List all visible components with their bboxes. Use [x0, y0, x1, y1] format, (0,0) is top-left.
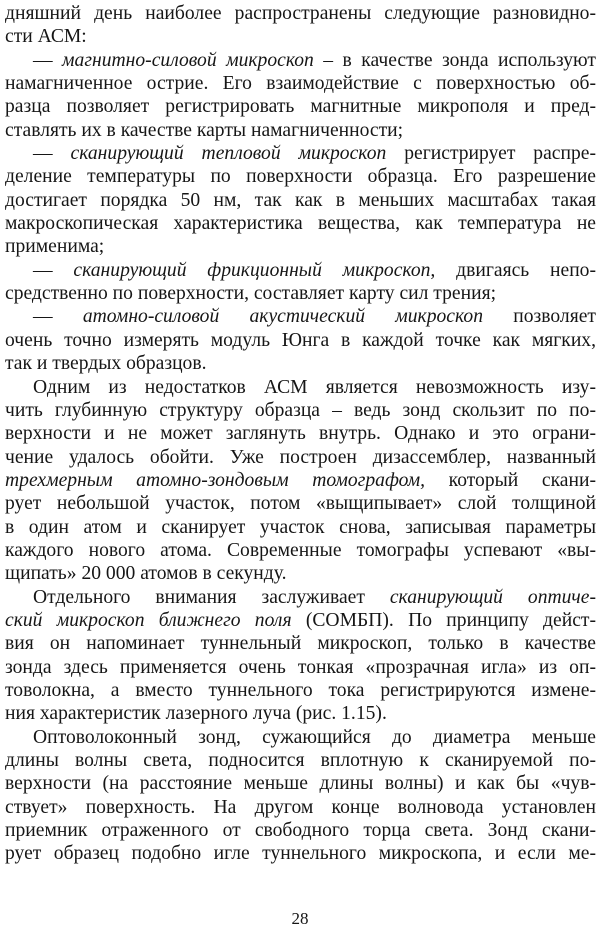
text-line [5, 819, 596, 842]
text-line [5, 376, 596, 399]
text-run: рует образец подобно игле туннельного микроскопа, и если ме- [5, 843, 596, 865]
text-run: — [33, 259, 74, 281]
text-line [5, 632, 596, 655]
text-line [5, 516, 596, 539]
page-body [5, 2, 596, 866]
text-run: Оптоволоконный зонд, сужающийся до диаметра меньше [33, 726, 596, 748]
italic-term: магнитно-силовой микроскоп [62, 49, 314, 71]
text-run: применима; [5, 236, 105, 258]
text-line [5, 796, 596, 819]
text-run: ствует» поверхность. На другом конце волновода установлен [5, 796, 596, 818]
text-line [5, 119, 596, 142]
text-run: рует небольшой участок, потом «выщипывает» слой толщиной [5, 493, 596, 515]
text-line [5, 656, 596, 679]
text-line [5, 492, 596, 515]
text-run: — [33, 49, 63, 71]
text-run: ния характеристик лазерного луча (рис. 1.15). [5, 703, 387, 725]
text-run: – в качестве зонда используют [313, 49, 596, 71]
italic-term: ский микроскоп ближнего поля [5, 609, 292, 631]
text-run: регистрирует распре- [386, 143, 596, 165]
text-run: достигает порядка 50 нм, так как в меньших масштабах такая [5, 189, 596, 211]
text-line [5, 212, 596, 235]
italic-term: сканирующий фрикционный микроскоп, [73, 259, 436, 281]
text-run: двигаясь непо- [435, 259, 597, 281]
text-line [5, 352, 596, 375]
text-run: — [33, 306, 83, 328]
text-line [5, 49, 596, 72]
text-line [5, 446, 596, 469]
text-line [5, 586, 596, 609]
text-run: длины волны света, подносится вплотную к сканируемой по- [5, 750, 596, 771]
text-line [5, 259, 596, 282]
text-line [5, 539, 596, 562]
text-line [5, 842, 596, 865]
text-run: намагниченное острие. Его взаимодействие с поверхностью об- [5, 73, 596, 95]
text-line [5, 95, 596, 118]
text-line [5, 305, 596, 328]
italic-term: сканирующий тепловой микроскоп [70, 143, 387, 165]
italic-term: атомно-силовой акустический микроскоп [82, 306, 484, 328]
text-run: дняшний день наиболее распространены следующие разновидно- [5, 3, 596, 24]
text-run: макроскопическая характеристика вещества, как температура не [5, 213, 596, 235]
text-run: верхности и не может заглянуть внутрь. Однако и это ограни- [5, 423, 596, 445]
text-line [5, 772, 596, 795]
text-line [5, 749, 596, 772]
text-run: каждого нового атома. Современные томографы успевают «вы- [5, 539, 596, 561]
text-line [5, 2, 596, 25]
text-run: вия он напоминает туннельный микроскоп, только в качестве [5, 633, 596, 655]
text-run: сти АСМ: [5, 26, 87, 48]
text-run: ставлять их в качестве карты намагниченности; [5, 119, 404, 141]
text-line [5, 562, 596, 585]
italic-term: трехмерным атомно-зондовым томографом, [5, 469, 426, 491]
text-run: приемник отраженного от свободного торца света. Зонд скани- [5, 820, 596, 842]
text-run: позволяет [483, 306, 596, 328]
text-run: разца позволяет регистрировать магнитные микрополя и пред- [5, 96, 596, 118]
text-run: который скани- [425, 469, 596, 491]
text-run: верхности (на расстояние меньше длины волны) и как бы «чув- [5, 773, 596, 795]
text-run: щипать» 20 000 атомов в секунду. [5, 563, 287, 585]
text-line [5, 422, 596, 445]
text-run: зонда здесь применяется очень тонкая «прозрачная игла» из оп- [5, 656, 596, 678]
text-line [5, 329, 596, 352]
text-run: так и твердых образцов. [5, 353, 207, 375]
text-run: деление температуры по поверхности образца. Его разрешение [5, 166, 596, 188]
text-line [5, 679, 596, 702]
text-run: средственно по поверхности, составляет карту сил трения; [5, 283, 497, 305]
text-line [5, 609, 596, 632]
text-line [5, 25, 596, 48]
text-line [5, 142, 596, 165]
text-run: Одним из недостатков АСМ является невозможность изу- [33, 376, 596, 398]
text-run: Отдельного внимания заслуживает [33, 586, 390, 608]
text-run: в один атом и сканирует участок снова, записывая параметры [5, 516, 596, 538]
text-line [5, 282, 596, 305]
text-run: чение удалось обойти. Уже построен дизассемблер, названный [5, 446, 596, 468]
text-line [5, 235, 596, 258]
text-line [5, 165, 596, 188]
text-line [5, 469, 596, 492]
text-line [5, 72, 596, 95]
text-line [5, 702, 596, 725]
text-line [5, 189, 596, 212]
text-run: чить глубинную структуру образца – ведь зонд скользит по по- [5, 399, 596, 421]
text-run: товолокна, а вместо туннельного тока регистрируются измене- [5, 679, 596, 701]
text-run: очень точно измерять модуль Юнга в каждой точке как мягких, [5, 329, 596, 351]
page-number: 28 [291, 909, 309, 928]
text-line [5, 726, 596, 749]
text-run: (СОМБП). По принципу дейст- [291, 609, 596, 631]
text-run: — [33, 143, 71, 165]
italic-term: сканирующий оптиче- [389, 586, 597, 608]
text-line [5, 399, 596, 422]
